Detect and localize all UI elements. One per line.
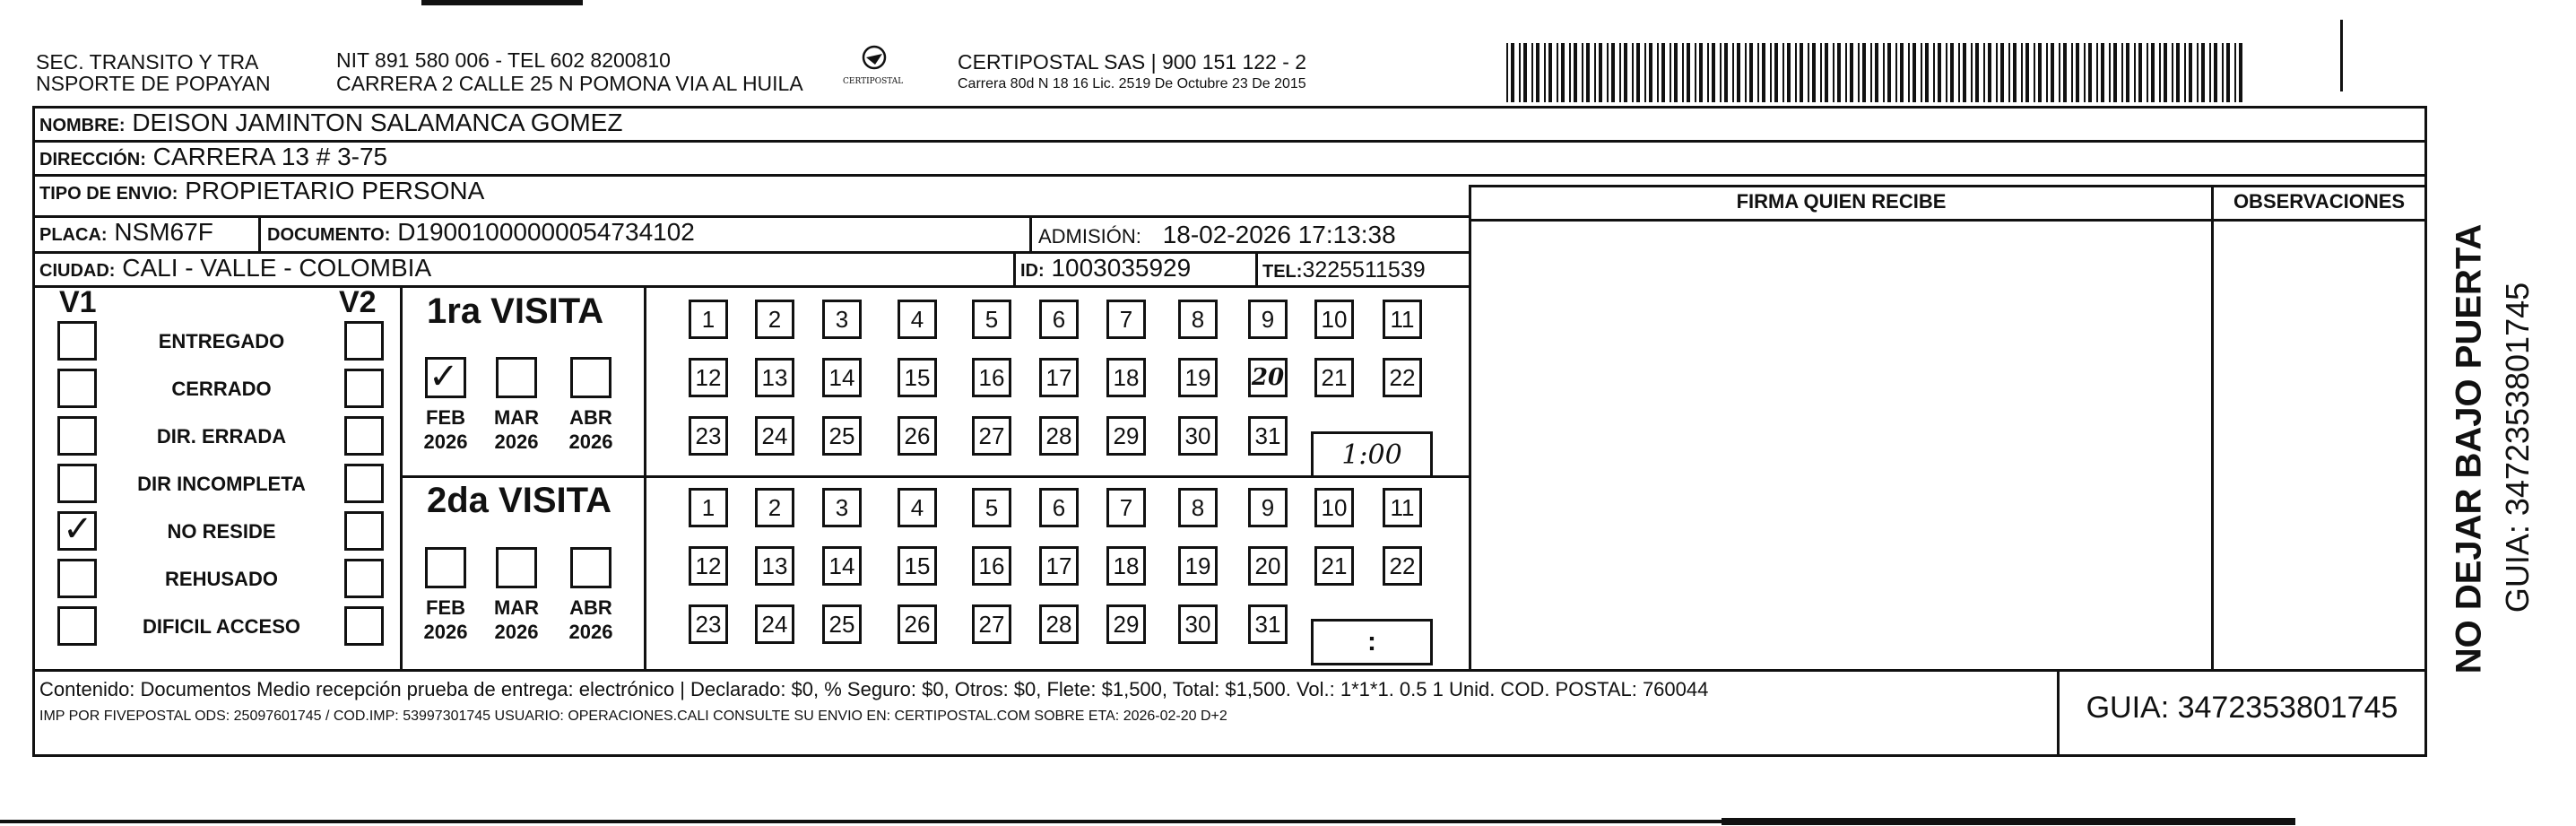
barcode-bar — [1695, 43, 1696, 102]
day-box[interactable]: 15 — [898, 546, 937, 586]
edge-mark-bottom-left — [0, 820, 1955, 823]
id-field — [1020, 254, 1191, 285]
day-box[interactable]: 12 — [689, 546, 728, 586]
barcode-bar — [1657, 43, 1659, 102]
barcode-bar — [1963, 43, 1966, 102]
barcode-bar — [1895, 43, 1897, 102]
month-checkbox[interactable] — [570, 547, 611, 588]
tel-field — [1262, 256, 1426, 286]
month-label — [564, 596, 618, 644]
day-box[interactable]: 19 — [1178, 358, 1218, 397]
barcode-bar — [1850, 43, 1853, 102]
month-name: ABR — [569, 596, 612, 619]
barcode-bar — [2084, 43, 2086, 102]
barcode-bar — [2000, 43, 2004, 102]
day-box[interactable]: 31 — [1248, 416, 1288, 456]
day-box[interactable]: 30 — [1178, 604, 1218, 644]
barcode-bar — [1908, 43, 1910, 102]
day-box[interactable]: 18 — [1106, 546, 1146, 586]
barcode-bar — [2172, 43, 2173, 102]
barcode-bar — [1732, 43, 1734, 102]
v2-checkbox[interactable] — [344, 369, 384, 408]
barcode-bar — [1624, 43, 1627, 102]
direccion-field — [39, 143, 387, 174]
barcode-bar — [1712, 43, 1715, 102]
tipo-envio-value: PROPIETARIO PERSONA — [185, 177, 485, 204]
day-box[interactable]: 3 — [822, 300, 862, 339]
placa-value: NSM67F — [114, 218, 213, 246]
day-box[interactable]: 22 — [1383, 358, 1422, 397]
barcode-bar — [2234, 43, 2236, 102]
nombre-field — [39, 109, 622, 140]
day-box[interactable]: 12 — [689, 358, 728, 397]
status-label: DIFICIL ACCESO — [142, 615, 300, 638]
barcode-bar — [1887, 43, 1891, 102]
day-box[interactable]: 20 — [1248, 358, 1288, 397]
v1-checkbox[interactable] — [57, 559, 97, 598]
barcode-bar — [1938, 43, 1941, 102]
barcode-bar — [2151, 43, 2155, 102]
month-checkbox[interactable] — [425, 547, 466, 588]
day-box[interactable]: 16 — [972, 546, 1011, 586]
contenido-line: Contenido: Documentos Medio recepción prueba de entrega: electrónico | Declarado: $0, % Seguro: $0, Otros: $0, Flete: $1,500, Total: $1,500. Vol.: 1*1*1. 0.5 1 Unid. COD. POSTAL: 760044 — [39, 678, 1709, 700]
barcode-bar — [1825, 43, 1828, 102]
barcode-bar — [1975, 43, 1979, 102]
barcode-bar — [1862, 43, 1866, 102]
barcode-bar — [2226, 43, 2230, 102]
day-box[interactable]: 18 — [1106, 358, 1146, 397]
day-box[interactable]: 2 — [755, 300, 794, 339]
month-label — [490, 405, 543, 454]
barcode-bar — [2201, 43, 2205, 102]
admision-label: ADMISIÓN: — [1038, 225, 1141, 248]
barcode-bar — [1557, 43, 1558, 102]
day-box[interactable]: 3 — [822, 488, 862, 527]
day-box[interactable]: 14 — [822, 358, 862, 397]
month-year: 2026 — [494, 430, 539, 453]
day-box[interactable]: 6 — [1039, 488, 1079, 527]
side-tick — [2340, 20, 2343, 91]
v2-checkbox[interactable] — [344, 321, 384, 361]
barcode-bar — [1812, 43, 1816, 102]
barcode-bar — [1661, 43, 1665, 102]
barcode-bar — [2008, 43, 2010, 102]
v1-checkbox[interactable] — [57, 464, 97, 503]
month-label — [419, 596, 473, 644]
barcode-bar — [1737, 43, 1740, 102]
barcode-bar — [2209, 43, 2211, 102]
barcode-bar — [1531, 43, 1533, 102]
admision-field — [1038, 221, 1396, 251]
barcode-bar — [1599, 43, 1602, 102]
v2-header: V2 — [339, 285, 377, 319]
nombre-value: DEISON JAMINTON SALAMANCA GOMEZ — [132, 109, 623, 136]
month-year: 2026 — [568, 621, 613, 643]
day-box[interactable]: 30 — [1178, 416, 1218, 456]
barcode-bar — [2088, 43, 2092, 102]
barcode-bar — [1971, 43, 1973, 102]
nombre-label: NOMBRE: — [39, 116, 126, 135]
barcode-bar — [2109, 43, 2111, 102]
v1-checkbox[interactable] — [57, 369, 97, 408]
day-box[interactable]: 9 — [1248, 488, 1288, 527]
barcode-bar — [1544, 43, 1546, 102]
day-box[interactable]: 10 — [1314, 488, 1354, 527]
day-box[interactable]: 17 — [1039, 358, 1079, 397]
company-line: CERTIPOSTAL SAS | 900 151 122 - 2 — [958, 50, 1307, 74]
barcode-bar — [1569, 43, 1571, 102]
day-box[interactable]: 24 — [755, 416, 794, 456]
barcode-bar — [1745, 43, 1747, 102]
day-box[interactable]: 8 — [1178, 300, 1218, 339]
barcode-bar — [1875, 43, 1878, 102]
v1-header: V1 — [59, 285, 97, 319]
day-box[interactable]: 26 — [898, 604, 937, 644]
barcode-bar — [1687, 43, 1690, 102]
barcode-bar — [2184, 43, 2186, 102]
month-year: 2026 — [494, 621, 539, 643]
barcode-bar — [2113, 43, 2117, 102]
agency-name-line1: SEC. TRANSITO Y TRA — [36, 50, 259, 74]
month-year: 2026 — [423, 430, 468, 453]
v2-checkbox[interactable] — [344, 464, 384, 503]
day-box[interactable]: 21 — [1314, 546, 1354, 586]
day-box[interactable]: 27 — [972, 416, 1011, 456]
barcode-bar — [1900, 43, 1904, 102]
barcode-bar — [1883, 43, 1885, 102]
barcode-bar — [1536, 43, 1540, 102]
v2-checkbox[interactable] — [344, 606, 384, 646]
barcode-bar — [1770, 43, 1772, 102]
barcode-bar — [1870, 43, 1872, 102]
observaciones-header: OBSERVACIONES — [2233, 190, 2406, 213]
day-box[interactable]: 25 — [822, 604, 862, 644]
logo-text: CERTIPOSTAL — [843, 77, 904, 86]
barcode-bar — [1933, 43, 1935, 102]
barcode-bar — [1561, 43, 1565, 102]
barcode-bar — [1757, 43, 1759, 102]
day-box[interactable]: 1 — [689, 300, 728, 339]
month-label — [490, 596, 543, 644]
barcode-bar — [2197, 43, 2199, 102]
barcode-bar — [2164, 43, 2167, 102]
barcode-bar — [1762, 43, 1765, 102]
barcode-bar — [1586, 43, 1590, 102]
barcode-bar — [1833, 43, 1834, 102]
day-box[interactable]: 6 — [1039, 300, 1079, 339]
first-visit-title: 1ra VISITA — [427, 291, 604, 331]
day-box[interactable]: 14 — [822, 546, 862, 586]
barcode-bar — [2051, 43, 2054, 102]
barcode-bar — [1519, 43, 1521, 102]
admision-value: 18-02-2026 17:13:38 — [1162, 221, 1396, 248]
no-dejar-bajo-puerta: NO DEJAR BAJO PUERTA — [2449, 223, 2489, 674]
barcode-bar — [1774, 43, 1778, 102]
v1-checkbox[interactable] — [57, 606, 97, 646]
ciudad-label: CIUDAD: — [39, 261, 116, 281]
month-name: FEB — [426, 406, 465, 429]
ciudad-value: CALI - VALLE - COLOMBIA — [122, 254, 432, 282]
barcode-bar — [1682, 43, 1684, 102]
day-box[interactable]: 17 — [1039, 546, 1079, 586]
barcode-bar — [1707, 43, 1709, 102]
observations-area[interactable] — [2215, 222, 2424, 667]
barcode-bar — [1858, 43, 1860, 102]
v2-checkbox[interactable] — [344, 559, 384, 598]
barcode-bar — [1582, 43, 1583, 102]
day-box[interactable]: 29 — [1106, 416, 1146, 456]
month-checkbox[interactable] — [496, 357, 537, 398]
barcode-bar — [2038, 43, 2042, 102]
month-name: MAR — [493, 406, 540, 429]
day-box[interactable]: 28 — [1039, 416, 1079, 456]
barcode-bar — [1958, 43, 1960, 102]
v1-checkbox[interactable] — [57, 321, 97, 361]
imp-line: IMP POR FIVEPOSTAL ODS: 25097601745 / COD.IMP: 53997301745 USUARIO: OPERACIONES.CALI CONSULTE SU ENVIO EN: CERTIPOSTAL.COM SOBRE ETA: 2026-02-20 D+2 — [39, 709, 1227, 724]
barcode-bar — [1988, 43, 1991, 102]
barcode-bar — [1511, 43, 1514, 102]
barcode-bar — [1983, 43, 1985, 102]
v2-checkbox[interactable] — [344, 416, 384, 456]
v1-checkbox[interactable] — [57, 416, 97, 456]
barcode-bar — [2101, 43, 2104, 102]
first-visit-time[interactable]: 1:00 — [1311, 431, 1433, 478]
month-label — [564, 405, 618, 454]
id-value: 1003035929 — [1051, 254, 1192, 282]
barcode-bar — [2214, 43, 2217, 102]
day-box[interactable]: 20 — [1248, 546, 1288, 586]
month-label — [419, 405, 473, 454]
day-box[interactable]: 10 — [1314, 300, 1354, 339]
tel-value: 3225511539 — [1302, 257, 1426, 283]
barcode-bar — [1946, 43, 1947, 102]
barcode-bar — [1632, 43, 1634, 102]
day-box[interactable]: 11 — [1383, 488, 1422, 527]
status-label: CERRADO — [171, 378, 272, 400]
barcode-bar — [1523, 43, 1527, 102]
agency-name-line2: NSPORTE DE POPAYAN — [36, 72, 271, 95]
barcode-bar — [1996, 43, 1998, 102]
day-box[interactable]: 13 — [755, 358, 794, 397]
certipostal-logo — [843, 41, 906, 97]
barcode-bar — [1594, 43, 1596, 102]
ciudad-field — [39, 254, 431, 285]
day-box[interactable]: 28 — [1039, 604, 1079, 644]
tel-label: TEL: — [1262, 262, 1303, 282]
month-year: 2026 — [423, 621, 468, 643]
barcode-bar — [1782, 43, 1784, 102]
side-guia: GUIA: 3472353801745 — [2499, 282, 2536, 613]
barcode-bar — [1787, 43, 1791, 102]
barcode-bar — [1795, 43, 1797, 102]
id-label: ID: — [1020, 261, 1045, 281]
documento-value: D19001000000054734102 — [397, 218, 695, 246]
status-label: REHUSADO — [165, 568, 278, 590]
barcode-bar — [1749, 43, 1753, 102]
day-box[interactable]: 13 — [755, 546, 794, 586]
barcode-bar — [1649, 43, 1652, 102]
barcode-bar — [2222, 43, 2224, 102]
barcode-bar — [1800, 43, 1803, 102]
side-notice — [2439, 143, 2536, 771]
barcode-bar — [2147, 43, 2148, 102]
nit-line: NIT 891 580 006 - TEL 602 8200810 — [336, 48, 671, 72]
status-label: NO RESIDE — [167, 520, 276, 543]
day-box[interactable]: 23 — [689, 416, 728, 456]
barcode-bar — [2126, 43, 2129, 102]
check-mark: ✓ — [429, 356, 459, 397]
status-label: ENTREGADO — [158, 330, 285, 352]
barcode-bar — [2034, 43, 2035, 102]
placa-field — [39, 218, 213, 249]
barcode-bar — [1611, 43, 1615, 102]
direccion-label: DIRECCIÓN: — [39, 150, 146, 170]
day-box[interactable]: 2 — [755, 488, 794, 527]
barcode-bar — [2076, 43, 2079, 102]
day-box[interactable]: 16 — [972, 358, 1011, 397]
barcode-bar — [1574, 43, 1577, 102]
barcode-bar — [2071, 43, 2073, 102]
barcode-bar — [2059, 43, 2060, 102]
status-label: DIR. ERRADA — [156, 425, 287, 448]
barcode-bar — [2159, 43, 2161, 102]
barcode — [1506, 43, 2251, 106]
barcode-bar — [2239, 43, 2242, 102]
day-box[interactable]: 11 — [1383, 300, 1422, 339]
day-box[interactable]: 1 — [689, 488, 728, 527]
barcode-bar — [2096, 43, 2098, 102]
day-box[interactable]: 5 — [972, 300, 1011, 339]
day-box[interactable]: 4 — [898, 488, 937, 527]
day-box[interactable]: 4 — [898, 300, 937, 339]
second-visit-time[interactable]: : — [1311, 619, 1433, 665]
barcode-bar — [1619, 43, 1621, 102]
barcode-bar — [2013, 43, 2017, 102]
day-box[interactable]: 31 — [1248, 604, 1288, 644]
day-box[interactable]: 27 — [972, 604, 1011, 644]
address-line: CARRERA 2 CALLE 25 N POMONA VIA AL HUILA — [336, 72, 803, 95]
barcode-bar — [1674, 43, 1678, 102]
day-box[interactable]: 8 — [1178, 488, 1218, 527]
day-box[interactable]: 24 — [755, 604, 794, 644]
barcode-bar — [1724, 43, 1728, 102]
day-box[interactable]: 19 — [1178, 546, 1218, 586]
day-box[interactable]: 7 — [1106, 300, 1146, 339]
status-label: DIR INCOMPLETA — [137, 473, 306, 495]
barcode-bar — [2021, 43, 2023, 102]
barcode-bar — [1808, 43, 1809, 102]
barcode-bar — [1845, 43, 1847, 102]
month-year: 2026 — [568, 430, 613, 453]
barcode-bar — [1950, 43, 1954, 102]
barcode-bar — [1837, 43, 1841, 102]
barcode-bar — [2025, 43, 2029, 102]
edge-mark-top — [421, 0, 583, 5]
barcode-bar — [1670, 43, 1671, 102]
day-box[interactable]: 21 — [1314, 358, 1354, 397]
firma-header: FIRMA QUIEN RECIBE — [1736, 190, 1947, 213]
documento-label: DOCUMENTO: — [267, 225, 391, 245]
guia-footer: GUIA: 3472353801745 — [2086, 691, 2398, 725]
barcode-bar — [1720, 43, 1722, 102]
day-box[interactable]: 7 — [1106, 488, 1146, 527]
barcode-bar — [2176, 43, 2180, 102]
day-box[interactable]: 23 — [689, 604, 728, 644]
signature-area[interactable] — [1472, 222, 2209, 667]
license-line: Carrera 80d N 18 16 Lic. 2519 De Octubre 23 De 2015 — [958, 76, 1306, 91]
tipo-envio-field — [39, 177, 484, 208]
month-name: FEB — [426, 596, 465, 619]
second-visit-title: 2da VISITA — [427, 481, 611, 520]
month-checkbox[interactable] — [570, 357, 611, 398]
day-box[interactable]: 22 — [1383, 546, 1422, 586]
day-box[interactable]: 5 — [972, 488, 1011, 527]
barcode-bar — [1506, 43, 1508, 102]
barcode-bar — [2134, 43, 2136, 102]
barcode-bar — [1912, 43, 1916, 102]
barcode-bar — [1820, 43, 1822, 102]
day-box[interactable]: 25 — [822, 416, 862, 456]
month-name: MAR — [493, 596, 540, 619]
barcode-bar — [1925, 43, 1929, 102]
direccion-value: CARRERA 13 # 3-75 — [152, 143, 388, 170]
v2-checkbox[interactable] — [344, 511, 384, 551]
barcode-bar — [1548, 43, 1552, 102]
barcode-bar — [1699, 43, 1703, 102]
barcode-bar — [1636, 43, 1640, 102]
tipo-envio-label: TIPO DE ENVIO: — [39, 184, 178, 204]
barcode-bar — [2138, 43, 2142, 102]
barcode-bar — [1644, 43, 1646, 102]
day-box[interactable]: 26 — [898, 416, 937, 456]
day-box[interactable]: 9 — [1248, 300, 1288, 339]
edge-mark-bottom-right — [1722, 818, 2295, 825]
barcode-bar — [2046, 43, 2048, 102]
barcode-bar — [1921, 43, 1922, 102]
month-name: ABR — [569, 406, 612, 429]
check-mark: ✓ — [63, 509, 93, 550]
day-box[interactable]: 29 — [1106, 604, 1146, 644]
barcode-bar — [2063, 43, 2067, 102]
barcode-bar — [1607, 43, 1609, 102]
month-checkbox[interactable] — [496, 547, 537, 588]
placa-label: PLACA: — [39, 225, 108, 245]
barcode-bar — [2189, 43, 2192, 102]
barcode-bar — [2121, 43, 2123, 102]
documento-field — [267, 218, 695, 249]
day-box[interactable]: 15 — [898, 358, 937, 397]
